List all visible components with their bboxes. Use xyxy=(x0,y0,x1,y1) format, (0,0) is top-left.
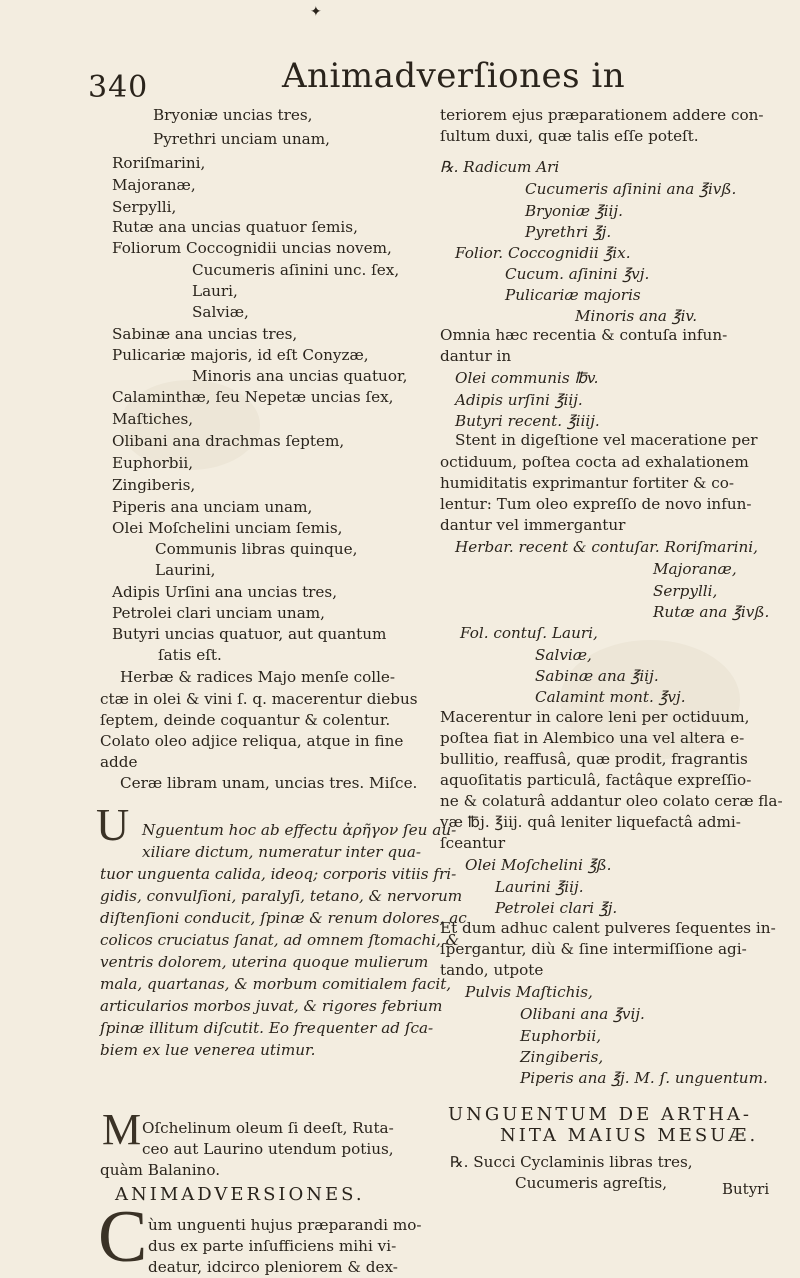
text-line: aquoſitatis particulâ, factâque expreſſio- xyxy=(440,771,752,789)
text-line: Pulicariæ majoris xyxy=(505,286,641,304)
text-line: Pyrethri ℥j. xyxy=(525,223,612,241)
text-line: Cucumeris agreſtis, xyxy=(515,1174,668,1192)
text-line: Pulicariæ majoris, id eſt Conyzæ, xyxy=(112,346,369,364)
italic-line: biem ex lue venerea utimur. xyxy=(100,1041,316,1059)
text-line: bullitio, reaffusâ, quæ prodit, fragrantis xyxy=(440,750,748,768)
text-line: Bryoniæ ℥iij. xyxy=(525,202,623,220)
italic-line: articularios morbos juvat, & rigores febrium xyxy=(100,997,443,1015)
italic-line: xiliare dictum, numeratur inter qua- xyxy=(142,843,422,861)
text-line: ſultum duxi, quæ talis eſſe poteſt. xyxy=(440,127,699,145)
text-line: Omnia hæc recentia & contuſa infun- xyxy=(440,326,728,344)
section-heading: UNGUENTUM DE ARTHA- xyxy=(448,1104,752,1125)
text-line: ſpergantur, diù & ſine intermiſſione agi- xyxy=(440,940,747,958)
text-line: humiditatis exprimantur fortiter & co- xyxy=(440,474,735,492)
text-line: Majoranæ, xyxy=(653,560,737,578)
text-line: Petrolei clari ℥j. xyxy=(495,899,618,917)
text-line: Et dum adhuc calent pulveres ſequentes in- xyxy=(440,919,776,937)
text-line: Lauri, xyxy=(192,282,238,300)
dropcap-u: U xyxy=(96,799,130,850)
text-line: Pyrethri unciam unam, xyxy=(153,130,330,148)
text-line: Foliorum Coccognidii uncias novem, xyxy=(112,239,392,257)
text-line: Sabinæ ana uncias tres, xyxy=(112,325,298,343)
text-line: ùm unguenti hujus præparandi mo- xyxy=(148,1216,422,1234)
text-line: Euphorbii, xyxy=(520,1027,602,1045)
text-line: Ceræ libram unam, uncias tres. Miſce. xyxy=(120,774,418,792)
text-line: væ ℔j. ℥iij. quâ leniter liquefactâ admi- xyxy=(440,813,741,831)
dropcap-c: C xyxy=(98,1196,148,1278)
text-line: Cucumeris aſinini ana ℥ivß. xyxy=(525,180,737,198)
text-line: Pulvis Maſtichis, xyxy=(465,983,593,1001)
text-line: dus ex parte inſufficiens mihi vi- xyxy=(148,1237,397,1255)
text-line: Piperis ana unciam unam, xyxy=(112,498,313,516)
text-line: teriorem ejus præparationem addere con- xyxy=(440,106,764,124)
text-line: dantur in xyxy=(440,347,512,365)
section-heading: NITA MAIUS MESUÆ. xyxy=(500,1125,759,1146)
text-line: tando, utpote xyxy=(440,961,544,979)
text-line: Sabinæ ana ℥iij. xyxy=(535,667,659,685)
text-line: Cucumeris aſinini unc. ſex, xyxy=(192,261,400,279)
text-line: Minoris ana ℥iv. xyxy=(575,307,698,325)
text-line: Communis libras quinque, xyxy=(155,540,358,558)
text-line: ſceantur xyxy=(440,834,506,852)
text-line: Olei communis ℔v. xyxy=(455,369,599,387)
head-ornament: ✦ xyxy=(310,4,322,20)
note-line: Oſchelinum oleum ſi deeſt, Ruta- xyxy=(142,1119,394,1137)
text-line: Herbar. recent & contuſar. Roriſmarini, xyxy=(455,538,758,556)
text-line: Salviæ, xyxy=(535,646,592,664)
text-line: Maſtiches, xyxy=(112,410,194,428)
text-line: Serpylli, xyxy=(112,198,177,216)
italic-line: ventris dolorem, uterina quoque mulierum xyxy=(100,953,429,971)
text-line: Cucum. aſinini ℥vj. xyxy=(505,265,650,283)
text-line: ℞. Succi Cyclaminis libras tres, xyxy=(450,1153,693,1171)
italic-line: diſtenſioni conducit, ſpinæ & renum dolores, ac xyxy=(100,909,467,927)
text-line: Laurini ℥iij. xyxy=(495,878,584,896)
text-line: Zingiberis, xyxy=(112,476,196,494)
text-line: Serpylli, xyxy=(653,582,718,600)
text-line: Butyri uncias quatuor, aut quantum xyxy=(112,625,387,643)
text-line: Stent in digeſtione vel maceratione per xyxy=(455,431,758,449)
text-line: Adipis Urſini ana uncias tres, xyxy=(112,583,338,601)
text-line: Majoranæ, xyxy=(112,176,196,194)
dropcap-m: M xyxy=(102,1105,142,1154)
text-line: dantur vel immergantur xyxy=(440,516,626,534)
italic-line: mala, quartanas, & morbum comitialem facit, xyxy=(100,975,452,993)
text-line: Adipis urſini ℥iij. xyxy=(455,391,583,409)
text-line: Bryoniæ uncias tres, xyxy=(153,106,313,124)
text-line: Roriſmarini, xyxy=(112,154,206,172)
text-line: Olei Moſchelini ℥ß. xyxy=(465,856,612,874)
italic-line: ſpinæ illitum diſcutit. Eo frequenter ad ſca- xyxy=(100,1019,434,1037)
text-line: octiduum, poſtea cocta ad exhalationem xyxy=(440,453,749,471)
italic-line: tuor unguenta calida, ideoq; corporis vitiis fri- xyxy=(100,865,457,883)
text-line: Macerentur in calore leni per octiduum, xyxy=(440,708,750,726)
text-line: Herbæ & radices Majo menſe colle- xyxy=(120,668,396,686)
text-line: Rutæ ana ℥ivß. xyxy=(653,603,770,621)
text-line: Olibani ana drachmas ſeptem, xyxy=(112,432,345,450)
text-line: Calaminthæ, ſeu Nepetæ uncias ſex, xyxy=(112,388,394,406)
text-line: Minoris ana uncias quatuor, xyxy=(192,367,408,385)
text-line: Olei Moſchelini unciam ſemis, xyxy=(112,519,343,537)
text-line: Fol. contuſ. Lauri, xyxy=(460,624,598,642)
text-line: adde xyxy=(100,753,138,771)
catchword: Butyri xyxy=(722,1180,770,1198)
text-line: ne & colaturâ addantur oleo colato ceræ fla- xyxy=(440,792,783,810)
text-line: ctæ in olei & vini ſ. q. macerentur diebus xyxy=(100,690,418,708)
text-line: Laurini, xyxy=(155,561,216,579)
text-line: ℞. Radicum Ari xyxy=(440,158,560,176)
text-line: Colato oleo adjice reliqua, atque in fine xyxy=(100,732,404,750)
note-line: ceo aut Laurino utendum potius, xyxy=(142,1140,394,1158)
text-line: Calamint mont. ℥vj. xyxy=(535,688,686,706)
text-line: Salviæ, xyxy=(192,303,249,321)
text-line: lentur: Tum oleo expreſſo de novo infun- xyxy=(440,495,752,513)
text-line: Olibani ana ℥vij. xyxy=(520,1005,645,1023)
text-line: Euphorbii, xyxy=(112,454,194,472)
text-line: Petrolei clari unciam unam, xyxy=(112,604,325,622)
text-line: Folior. Coccognidii ℥ix. xyxy=(455,244,631,262)
running-title: Animadverſiones in xyxy=(282,56,626,96)
note-line: quàm Balanino. xyxy=(100,1161,221,1179)
section-heading: ANIMADVERSIONES. xyxy=(115,1184,365,1205)
text-line: ſeptem, deinde coquantur & colentur. xyxy=(100,711,391,729)
text-line: Rutæ ana uncias quatuor ſemis, xyxy=(112,218,358,236)
text-line: ſatis eſt. xyxy=(158,646,222,664)
text-line: Butyri recent. ℥iiij. xyxy=(455,412,600,430)
page-number: 340 xyxy=(88,70,149,105)
italic-line: gidis, convulſioni, paralyſi, tetano, & nervorum xyxy=(100,887,463,905)
italic-line: Nguentum hoc ab effectu ἀρῆγον ſeu au- xyxy=(142,821,457,839)
text-line: deatur, idcirco pleniorem & dex- xyxy=(148,1258,398,1276)
text-line: Piperis ana ℥j. M. ſ. unguentum. xyxy=(520,1069,768,1087)
text-line: Zingiberis, xyxy=(520,1048,604,1066)
italic-line: colicos cruciatus ſanat, ad omnem ſtomachi, & xyxy=(100,931,460,949)
text-line: poſtea fiat in Alembico una vel altera e- xyxy=(440,729,745,747)
